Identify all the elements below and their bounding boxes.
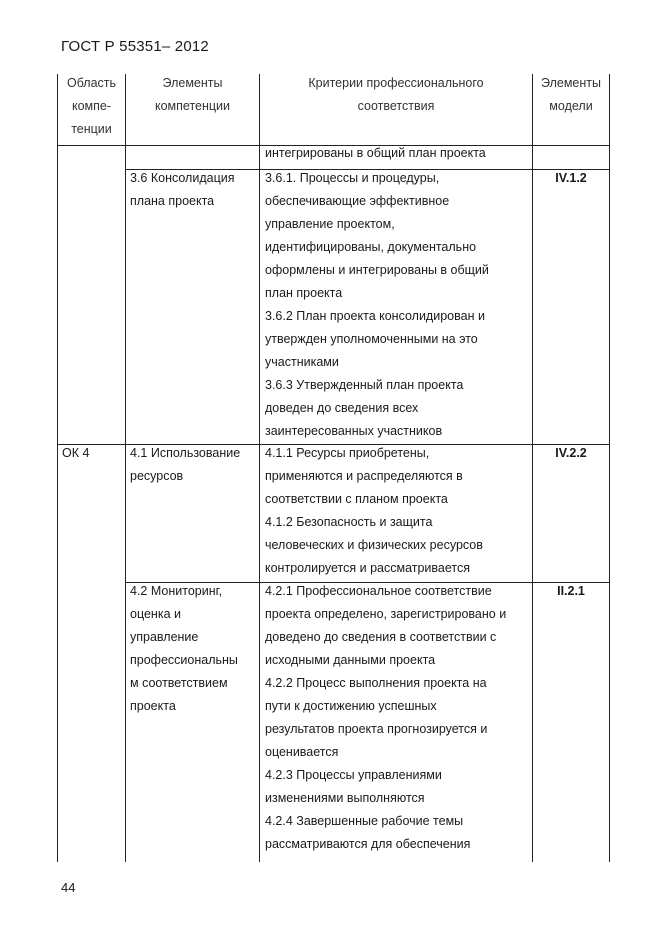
criteria-text: 4.1.2 Безопасность и защита	[265, 515, 433, 529]
criteria-text: соответствии с планом проекта	[265, 492, 448, 506]
model-element: IV.1.2	[555, 171, 587, 185]
criteria-text: результатов проекта прогнозируется и	[265, 722, 488, 736]
criteria-text: 3.6.1. Процессы и процедуры,	[265, 171, 440, 185]
model-element: II.2.1	[557, 584, 585, 598]
model-element: IV.2.2	[555, 446, 587, 460]
criteria-text: 4.2.4 Завершенные рабочие темы	[265, 814, 464, 828]
element-text: 4.1 Использование	[130, 446, 241, 460]
element-text: 4.2 Мониторинг,	[130, 584, 223, 598]
criteria-text: пути к достижению успешных	[265, 699, 437, 713]
criteria-text: исходными данными проекта	[265, 653, 436, 667]
element-text: 3.6 Консолидация	[130, 171, 235, 185]
criteria-text: человеческих и физических ресурсов	[265, 538, 483, 552]
criteria-text: 4.2.2 Процесс выполнения проекта на	[265, 676, 487, 690]
criteria-text: план проекта	[265, 286, 343, 300]
table-border-left	[57, 74, 58, 862]
criteria-text: 4.2.3 Процессы управлениями	[265, 768, 442, 782]
table-divider-1	[125, 74, 126, 862]
criteria-text: рассматриваются для обеспечения	[265, 837, 471, 851]
element-text: м соответствием	[130, 676, 228, 690]
criteria-text: идентифицированы, документально	[265, 240, 477, 254]
criteria-text: 4.1.1 Ресурсы приобретены,	[265, 446, 430, 460]
competence-area: ОК 4	[62, 446, 90, 460]
criteria-text: 3.6.2 План проекта консолидирован и	[265, 309, 485, 323]
header-criteria: Критерии профессионального соответствия	[308, 76, 484, 113]
criteria-text: обеспечивающие эффективное	[265, 194, 450, 208]
element-text: оценка и	[130, 607, 181, 621]
element-text: плана проекта	[130, 194, 215, 208]
element-text: проекта	[130, 699, 176, 713]
table-divider-2	[259, 74, 260, 862]
header-model: Элементы модели	[541, 76, 601, 113]
table-border-right	[609, 74, 610, 862]
element-text: ресурсов	[130, 469, 184, 483]
criteria-text: 3.6.3 Утвержденный план проекта	[265, 378, 464, 392]
criteria-text: проекта определено, зарегистрировано и	[265, 607, 507, 621]
criteria-text: участниками	[265, 355, 339, 369]
criteria-text: применяются и распределяются в	[265, 469, 463, 483]
criteria-text: управление проектом,	[265, 217, 395, 231]
element-text: управление	[130, 630, 199, 644]
criteria-text: утвержден уполномоченными на это	[265, 332, 478, 346]
table-divider-3	[532, 74, 533, 862]
header-elements: Элементы компетенции	[154, 76, 231, 113]
criteria-text: изменениями выполняются	[265, 791, 425, 805]
criteria-text: 4.2.1 Профессиональное соответствие	[265, 584, 492, 598]
header-area: Область компе- тенции	[66, 76, 117, 136]
element-text: профессиональны	[130, 653, 238, 667]
document-title: ГОСТ Р 55351– 2012	[61, 38, 209, 55]
criteria-text: доведено до сведения в соответствии с	[265, 630, 497, 644]
criteria-text: оценивается	[265, 745, 339, 759]
criteria-text: доведен до сведения всех	[265, 401, 419, 415]
page-number: 44	[61, 880, 76, 895]
criteria-text: оформлены и интегрированы в общий	[265, 263, 489, 277]
criteria-text: заинтересованных участников	[265, 424, 443, 438]
criteria-text: интегрированы в общий план проекта	[265, 146, 486, 160]
criteria-text: контролируется и рассматривается	[265, 561, 471, 575]
